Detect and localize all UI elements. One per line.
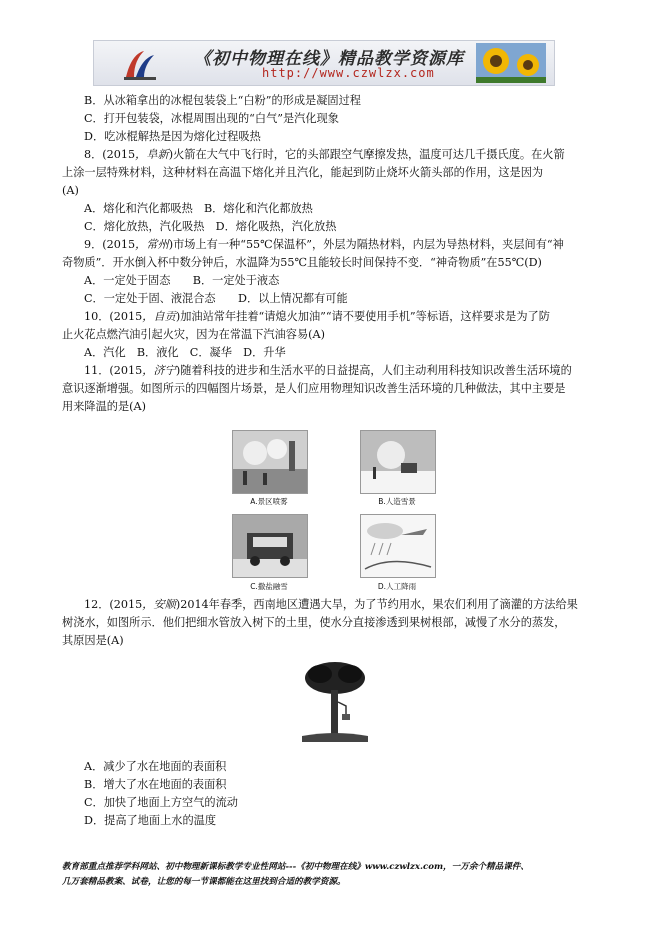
q11-text: )随着科技的进步和生活水平的日益提高，人们主动利用科技知识改善生活环境的 xyxy=(175,364,572,377)
q8-options-row1: A．熔化和汽化都吸热 B．熔化和汽化都放热 xyxy=(84,202,313,215)
banner-title: 《初中物理在线》精品教学资源库 xyxy=(194,49,464,69)
figure-artificial-rain xyxy=(360,514,436,578)
q9-text: )市场上有一种“55℃保温杯”，外层为隔热材料，内层为导热材料，夹层间有“神 xyxy=(168,238,564,251)
caption-d: D.人工降雨 xyxy=(377,582,417,591)
q8-number: 8．(2015 xyxy=(84,148,136,161)
q10-line2: 止火花点燃汽油引起火灾，因为在常温下汽油容易(A) xyxy=(62,328,325,341)
q10-source: ，自贡 xyxy=(142,310,176,323)
salt-truck-image-icon xyxy=(233,515,307,577)
q12-option-b: B．增大了水在地面的表面积 xyxy=(84,778,227,791)
q12-line3: 其原因是(A) xyxy=(62,634,124,647)
q8-source: ，阜新 xyxy=(135,148,169,161)
rain-cloud-image-icon xyxy=(361,515,435,577)
figure-scenic-spray xyxy=(232,430,308,494)
page-footer xyxy=(62,860,622,890)
q10-options: A．汽化 B．液化 C．凝华 D．升华 xyxy=(84,346,286,359)
caption-c: C.撒盐融雪 xyxy=(250,582,288,591)
header-banner xyxy=(93,40,555,86)
q8-text: )火箭在大气中飞行时，它的头部跟空气摩擦发热，温度可达几千摄氏度。在火箭 xyxy=(168,148,565,161)
q11-number: 11．(2015 xyxy=(84,364,143,377)
figure-salt-deicing xyxy=(232,514,308,578)
footer-line2: 几万套精品教案、试卷，让您的每一节课都能在这里找到合适的教学资源。 xyxy=(62,877,346,887)
banner-url: http://www.czwlzx.com xyxy=(262,66,435,80)
footer-line1: 教育部重点推荐学科网站、初中物理新课标教学专业性网站---《初中物理在线》www.czwlzx.com，一万余个精品课件、 xyxy=(62,862,529,872)
q12-number: 12．(2015 xyxy=(84,598,143,611)
q12-text: )2014年春季，西南地区遭遇大旱，为了节约用水，果农们利用了滴灌的方法给果 xyxy=(175,598,578,611)
drip-irrigation-tree-icon xyxy=(300,656,370,744)
q11-line1 xyxy=(62,362,602,380)
site-logo-icon xyxy=(122,47,158,81)
q10-text: )加油站常年挂着“请熄火加油”“请不要使用手机”等标语，这样要求是为了防 xyxy=(175,310,550,323)
q7-option-c: C．打开包装袋，冰棍周围出现的“白气”是汽化现象 xyxy=(84,112,339,125)
caption-b: B.人造雪景 xyxy=(378,497,416,506)
q12-line1 xyxy=(62,596,602,614)
q12-option-a: A．减少了水在地面的表面积 xyxy=(84,760,227,773)
q9-options-row1: A．一定处于固态 B．一定处于液态 xyxy=(84,274,280,287)
q11-line3: 用来降温的是(A) xyxy=(62,400,146,413)
q12-option-c: C．加快了地面上方空气的流动 xyxy=(84,796,238,809)
q12-source: ，安顺 xyxy=(142,598,176,611)
figure-artificial-snow xyxy=(360,430,436,494)
q12-tree-figure xyxy=(62,650,602,758)
spray-image-icon xyxy=(233,431,307,493)
q12-line2: 树浇水，如图所示．他们把细水管放入树下的土里，使水分直接渗透到果树根部，减慢了水分的蒸发， xyxy=(62,616,566,629)
q7-option-d: D．吃冰棍解热是因为熔化过程吸热 xyxy=(84,130,261,143)
q10-number: 10．(2015 xyxy=(84,310,143,323)
snow-image-icon xyxy=(361,431,435,493)
q9-line1 xyxy=(62,236,602,254)
q11-figure-grid xyxy=(62,420,602,592)
sunflower-icon xyxy=(476,43,546,83)
question-content xyxy=(62,92,602,830)
q9-line2: 奇物质”．开水倒入杯中数分钟后，水温降为55℃且能较长时间保持不变．“神奇物质”在55℃(D) xyxy=(62,256,542,269)
q11-line2: 意识逐渐增强。如图所示的四幅图片场景，是人们应用物理知识改善生活环境的几种做法，其中主要是 xyxy=(62,382,566,395)
q8-answer: (A) xyxy=(62,184,79,197)
q12-option-d: D．提高了地面上水的温度 xyxy=(84,814,217,827)
q8-line1 xyxy=(62,146,602,164)
q9-options-row2: C．一定处于固、液混合态 D．以上情况都有可能 xyxy=(84,292,348,305)
q8-options-row2: C．熔化放热，汽化吸热 D．熔化吸热，汽化放热 xyxy=(84,220,337,233)
q9-source: ，常州 xyxy=(135,238,169,251)
q9-number: 9．(2015 xyxy=(84,238,136,251)
q8-line2: 上涂一层特殊材料，这种材料在高温下熔化并且汽化，能起到防止烧坏火箭头部的作用，这是因为 xyxy=(62,166,544,179)
q10-line1 xyxy=(62,308,602,326)
q7-option-b: B．从冰箱拿出的冰棍包装袋上“白粉”的形成是凝固过程 xyxy=(84,94,361,107)
q11-source: ，济宁 xyxy=(142,364,176,377)
caption-a: A.景区喷雾 xyxy=(250,497,288,506)
